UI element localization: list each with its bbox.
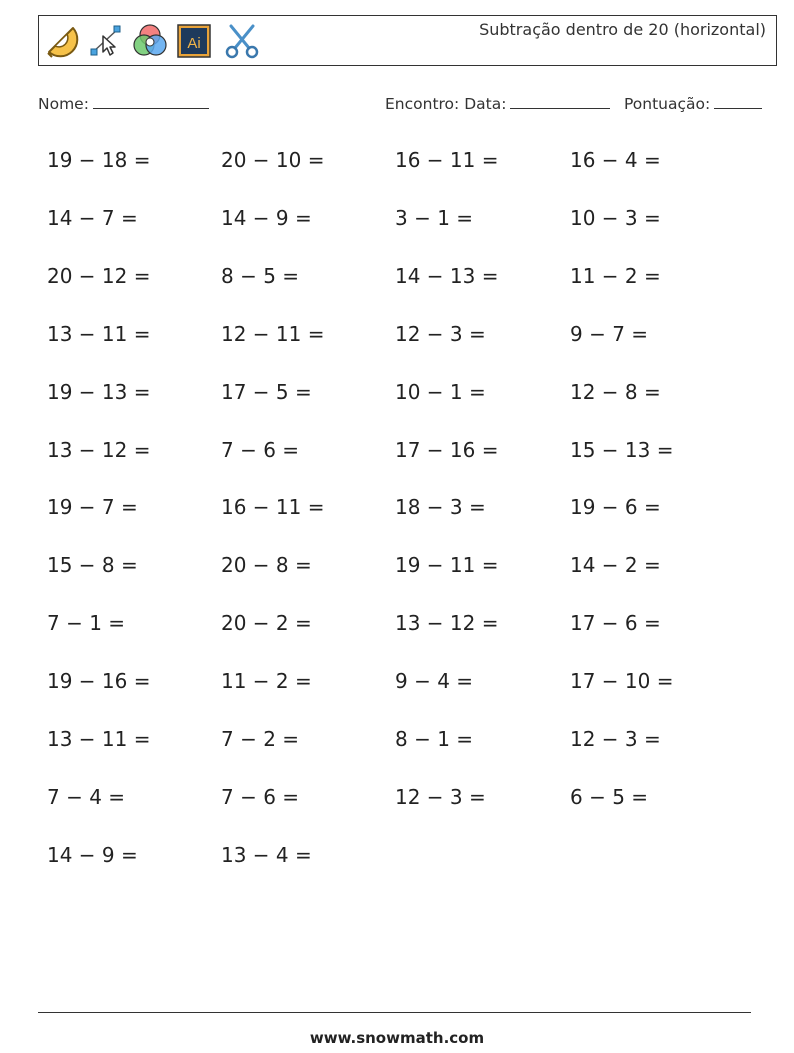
problem-item: 14 − 7 = <box>47 206 138 230</box>
problem-item: 19 − 7 = <box>47 495 138 519</box>
protractor-icon <box>43 22 81 60</box>
problem-item: 13 − 4 = <box>221 843 312 867</box>
problem-item: 13 − 11 = <box>47 727 151 751</box>
score-blank[interactable] <box>714 93 762 109</box>
pen-tool-icon <box>87 22 125 60</box>
problem-item: 17 − 5 = <box>221 380 312 404</box>
problem-item: 16 − 11 = <box>221 495 325 519</box>
name-field <box>38 93 209 113</box>
problem-item: 20 − 12 = <box>47 264 151 288</box>
problem-item: 8 − 1 = <box>395 727 474 751</box>
problem-item: 17 − 6 = <box>570 611 661 635</box>
problem-item: 19 − 11 = <box>395 553 499 577</box>
problem-item: 9 − 7 = <box>570 322 649 346</box>
problem-item: 3 − 1 = <box>395 206 474 230</box>
problem-item: 15 − 13 = <box>570 438 674 462</box>
problem-item: 10 − 3 = <box>570 206 661 230</box>
problem-item: 16 − 11 = <box>395 148 499 172</box>
problem-item: 19 − 6 = <box>570 495 661 519</box>
problem-item: 13 − 12 = <box>47 438 151 462</box>
encounter-date-label: Encontro: Data: <box>385 95 507 113</box>
problem-item: 14 − 13 = <box>395 264 499 288</box>
problem-item: 14 − 2 = <box>570 553 661 577</box>
problem-item: 15 − 8 = <box>47 553 138 577</box>
problem-item: 10 − 1 = <box>395 380 486 404</box>
score-label: Pontuação: <box>624 95 711 113</box>
footer-divider <box>38 1012 751 1013</box>
problem-item: 11 − 2 = <box>570 264 661 288</box>
problem-item: 18 − 3 = <box>395 495 486 519</box>
problem-item: 14 − 9 = <box>47 843 138 867</box>
problem-item: 19 − 13 = <box>47 380 151 404</box>
date-blank[interactable] <box>510 93 610 109</box>
problem-item: 14 − 9 = <box>221 206 312 230</box>
problem-item: 19 − 16 = <box>47 669 151 693</box>
problem-item: 13 − 12 = <box>395 611 499 635</box>
problem-item: 7 − 1 = <box>47 611 126 635</box>
problem-item: 20 − 10 = <box>221 148 325 172</box>
name-blank[interactable] <box>93 93 209 109</box>
problem-item: 12 − 11 = <box>221 322 325 346</box>
problem-item: 6 − 5 = <box>570 785 649 809</box>
problem-item: 12 − 3 = <box>395 785 486 809</box>
problem-item: 7 − 6 = <box>221 785 300 809</box>
problem-item: 20 − 2 = <box>221 611 312 635</box>
footer-url: www.snowmath.com <box>309 1029 485 1047</box>
problem-item: 8 − 5 = <box>221 264 300 288</box>
worksheet-title: Subtração dentro de 20 (horizontal) <box>479 20 766 39</box>
header-box <box>38 15 777 66</box>
problem-item: 17 − 16 = <box>395 438 499 462</box>
problem-item: 12 − 3 = <box>395 322 486 346</box>
problem-item: 17 − 10 = <box>570 669 674 693</box>
problem-item: 16 − 4 = <box>570 148 661 172</box>
problem-item: 12 − 8 = <box>570 380 661 404</box>
problem-item: 7 − 2 = <box>221 727 300 751</box>
problem-item: 12 − 3 = <box>570 727 661 751</box>
color-wheel-icon <box>131 22 169 60</box>
scissors-icon <box>223 22 261 60</box>
illustrator-icon <box>175 22 213 60</box>
name-label: Nome: <box>38 95 89 113</box>
problem-item: 11 − 2 = <box>221 669 312 693</box>
encounter-field <box>385 93 610 113</box>
problem-item: 13 − 11 = <box>47 322 151 346</box>
problem-item: 19 − 18 = <box>47 148 151 172</box>
svg-text:Ai: Ai <box>187 35 201 52</box>
problem-item: 7 − 6 = <box>221 438 300 462</box>
problem-item: 20 − 8 = <box>221 553 312 577</box>
score-field <box>624 93 762 113</box>
problem-item: 9 − 4 = <box>395 669 474 693</box>
problem-item: 7 − 4 = <box>47 785 126 809</box>
